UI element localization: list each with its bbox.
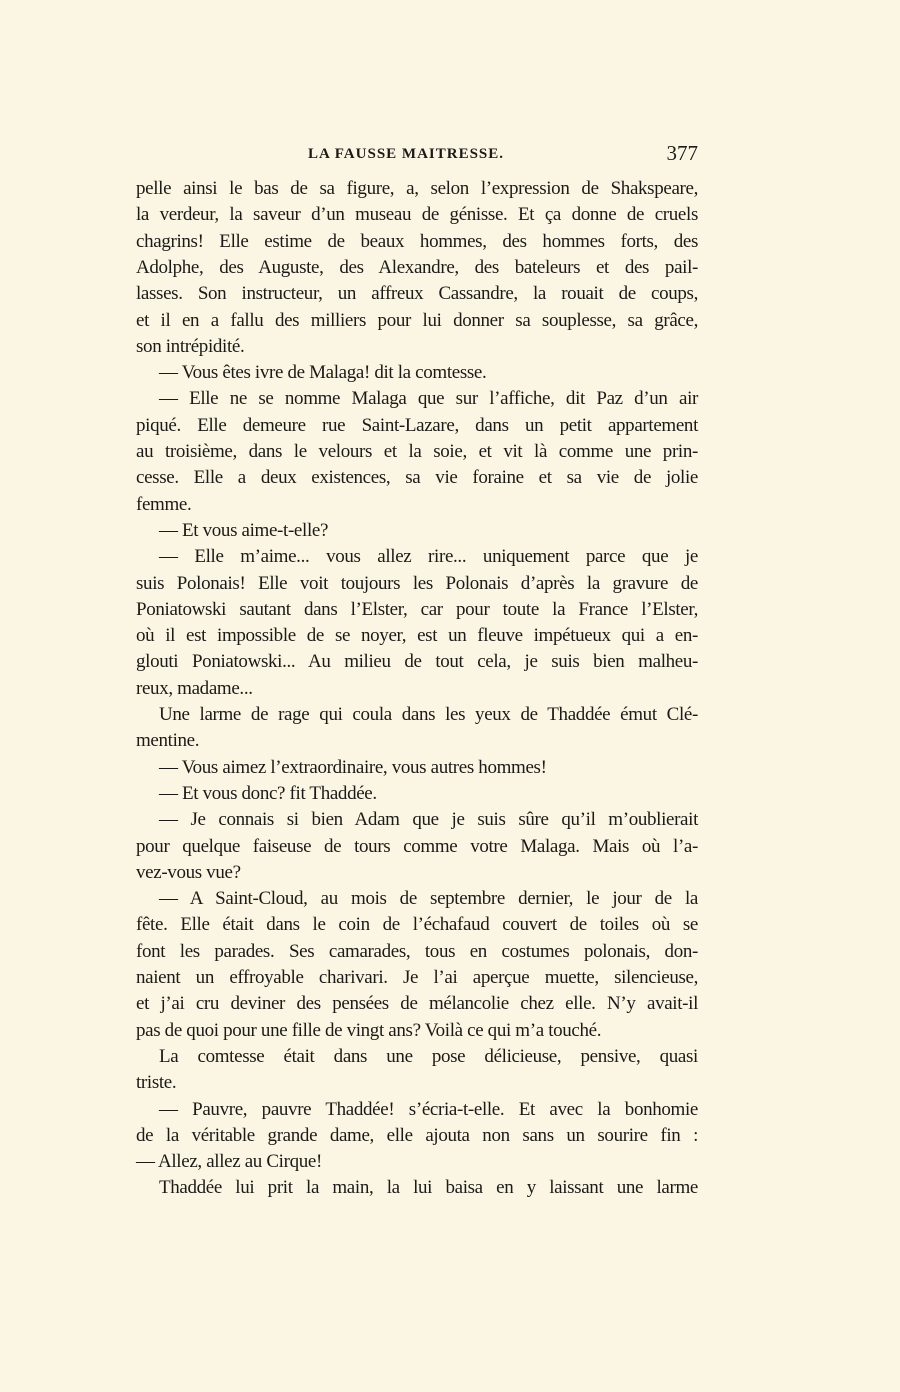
text-line: lasses. Son instructeur, un affreux Cassandre, la rouait de coups, [136, 283, 698, 305]
text-line: — Vous aimez l’extraordinaire, vous autres hommes! [159, 756, 547, 778]
text-line: triste. [136, 1072, 177, 1094]
running-title: LA FAUSSE MAITRESSE. [308, 146, 505, 162]
text-line: au troisième, dans le velours et la soie, et vit là comme une prin- [136, 441, 698, 462]
text-line: — Allez, allez au Cirque! [136, 1151, 322, 1173]
text-line: femme. [136, 493, 192, 515]
text-line: Thaddée lui prit la main, la lui baisa en y laissant une larme [159, 1177, 698, 1199]
text-line: La comtesse était dans une pose délicieuse, pensive, quasi [159, 1045, 698, 1067]
text-line: piqué. Elle demeure rue Saint-Lazare, dans un petit appartement [136, 414, 698, 436]
text-line: glouti Poniatowski... Au milieu de tout cela, je suis bien malheu- [136, 651, 698, 673]
text-line: vez-vous vue? [136, 861, 241, 883]
text-line: la verdeur, la saveur d’un museau de génisse. Et ça donne de cruels [136, 204, 698, 226]
text-line: — Et vous aime-t-elle? [159, 519, 329, 541]
running-header [136, 143, 698, 167]
text-line: — Vous êtes ivre de Malaga! dit la comtesse. [159, 362, 487, 384]
text-line: — Je connais si bien Adam que je suis sûre qu’il m’oublierait [159, 809, 698, 831]
text-line: mentine. [136, 730, 200, 752]
text-line: Une larme de rage qui coula dans les yeux de Thaddée émut Clé- [159, 704, 698, 725]
text-line: font les parades. Ses camarades, tous en costumes polonais, don- [136, 940, 698, 962]
text-line: où il est impossible de se noyer, est un fleuve impétueux qui a en- [136, 625, 698, 647]
text-line: — A Saint-Cloud, au mois de septembre dernier, le jour de la [159, 888, 698, 910]
text-line: et il en a fallu des milliers pour lui donner sa souplesse, sa grâce, [136, 309, 698, 331]
text-line: suis Polonais! Elle voit toujours les Polonais d’après la gravure de [136, 572, 698, 594]
text-line: — Et vous donc? fit Thaddée. [159, 782, 377, 804]
text-line: Adolphe, des Auguste, des Alexandre, des bateleurs et des pail- [136, 256, 698, 278]
text-line: naient un effroyable charivari. Je l’ai aperçue muette, silencieuse, [136, 967, 698, 988]
text-line: de la véritable grande dame, elle ajouta non sans un sourire fin : [136, 1124, 698, 1146]
page-number: 377 [666, 141, 698, 165]
text-line: pour quelque faiseuse de tours comme votre Malaga. Mais où l’a- [136, 835, 698, 857]
text-line: — Pauvre, pauvre Thaddée! s’écria-t-elle. Et avec la bonhomie [159, 1098, 698, 1120]
text-line: reux, madame... [136, 677, 253, 699]
text-line: cesse. Elle a deux existences, sa vie foraine et sa vie de jolie [136, 467, 698, 489]
text-line: — Elle ne se nomme Malaga que sur l’affiche, dit Paz d’un air [159, 388, 698, 410]
text-line: pelle ainsi le bas de sa figure, a, selon l’expression de Shakspeare, [136, 178, 698, 199]
text-line: et j’ai cru deviner des pensées de mélancolie chez elle. N’y avait-il [136, 993, 698, 1015]
text-line: — Elle m’aime... vous allez rire... uniquement parce que je [159, 546, 698, 568]
text-line: Poniatowski sautant dans l’Elster, car pour toute la France l’Elster, [136, 598, 698, 620]
text-line: son intrépidité. [136, 335, 245, 357]
text-line: fête. Elle était dans le coin de l’échafaud couvert de toiles où se [136, 914, 698, 936]
text-line: pas de quoi pour une fille de vingt ans? Voilà ce qui m’a touché. [136, 1019, 602, 1041]
text-line: chagrins! Elle estime de beaux hommes, des hommes forts, des [136, 230, 698, 252]
